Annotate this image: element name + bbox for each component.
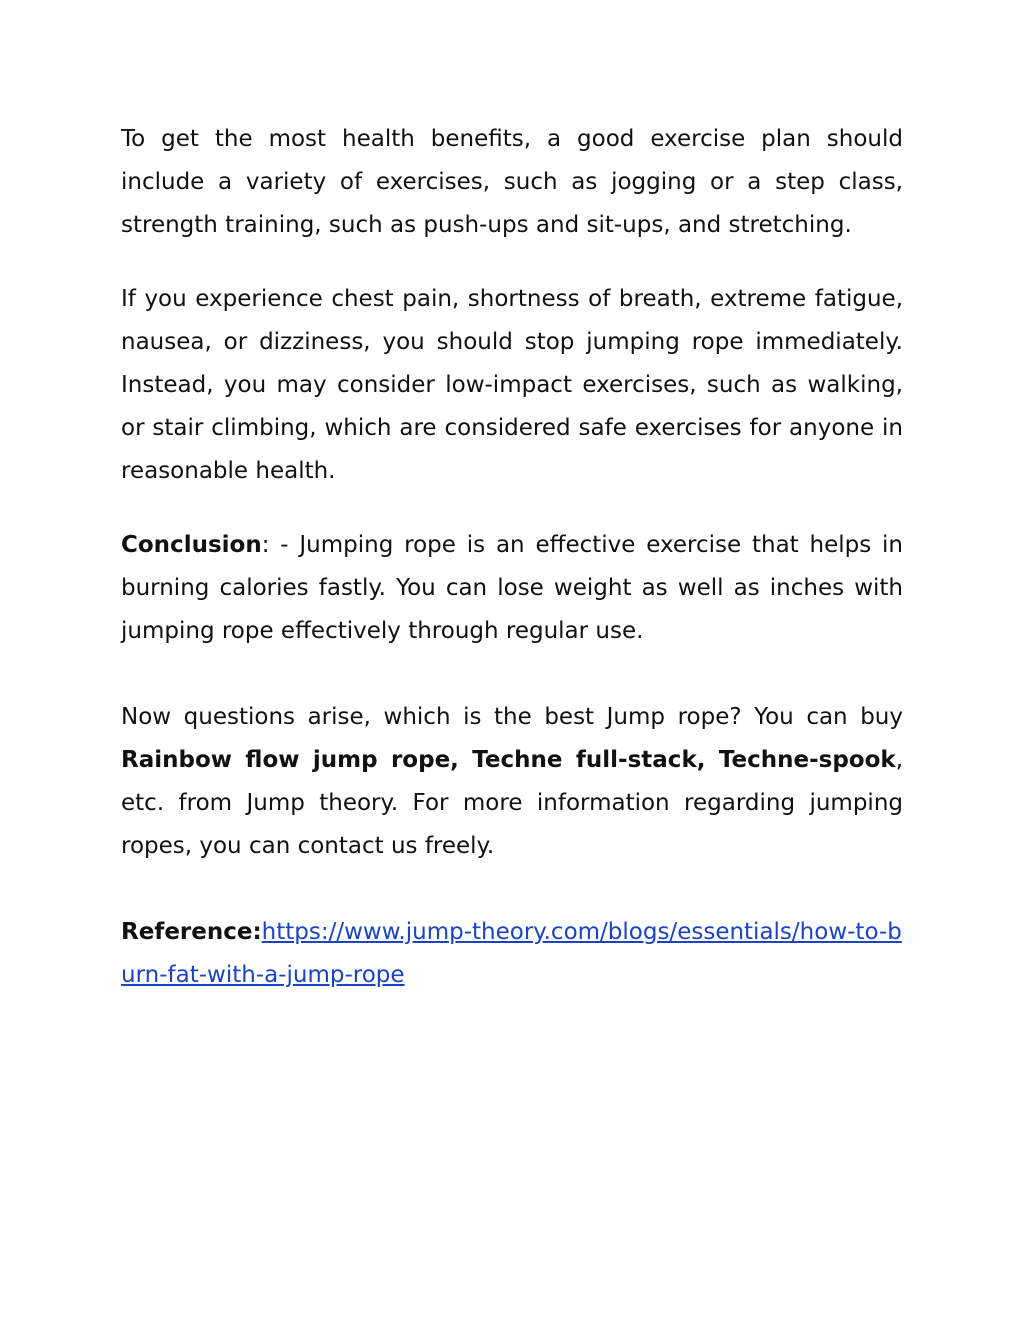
product-intro-text: Now questions arise, which is the best Jump rope? You can buy xyxy=(121,704,903,730)
paragraph-product-recommendation xyxy=(121,696,903,868)
product-rest-text: , etc. from Jump theory. For more information regarding jumping ropes, you can contact us freely. xyxy=(121,747,903,859)
conclusion-label: Conclusion xyxy=(121,532,262,558)
document-page xyxy=(121,118,903,997)
paragraph-exercise-plan: To get the most health benefits, a good exercise plan should include a variety of exercises, such as jogging or a step class, strength training, such as push-ups and sit-ups, and stretching. xyxy=(121,126,903,238)
reference-link[interactable]: https://www.jump-theory.com/blogs/essentials/how-to-burn-fat-with-a-jump-rope xyxy=(121,919,902,988)
conclusion-text: : - Jumping rope is an effective exercise that helps in burning calories fastly. You can lose weight as well as inches with jumping rope effectively through regular use. xyxy=(121,532,903,644)
paragraph-conclusion xyxy=(121,524,903,653)
product-names: Rainbow flow jump rope, Techne full-stack, Techne-spook xyxy=(121,747,896,773)
reference-section xyxy=(121,911,903,997)
paragraph-safety-warning: If you experience chest pain, shortness of breath, extreme fatigue, nausea, or dizziness, you should stop jumping rope immediately. Instead, you may consider low-impact exercises, such as walking, or stair climbing, which are considered safe exercises for anyone in reasonable health. xyxy=(121,286,903,484)
reference-label: Reference: xyxy=(121,919,262,945)
